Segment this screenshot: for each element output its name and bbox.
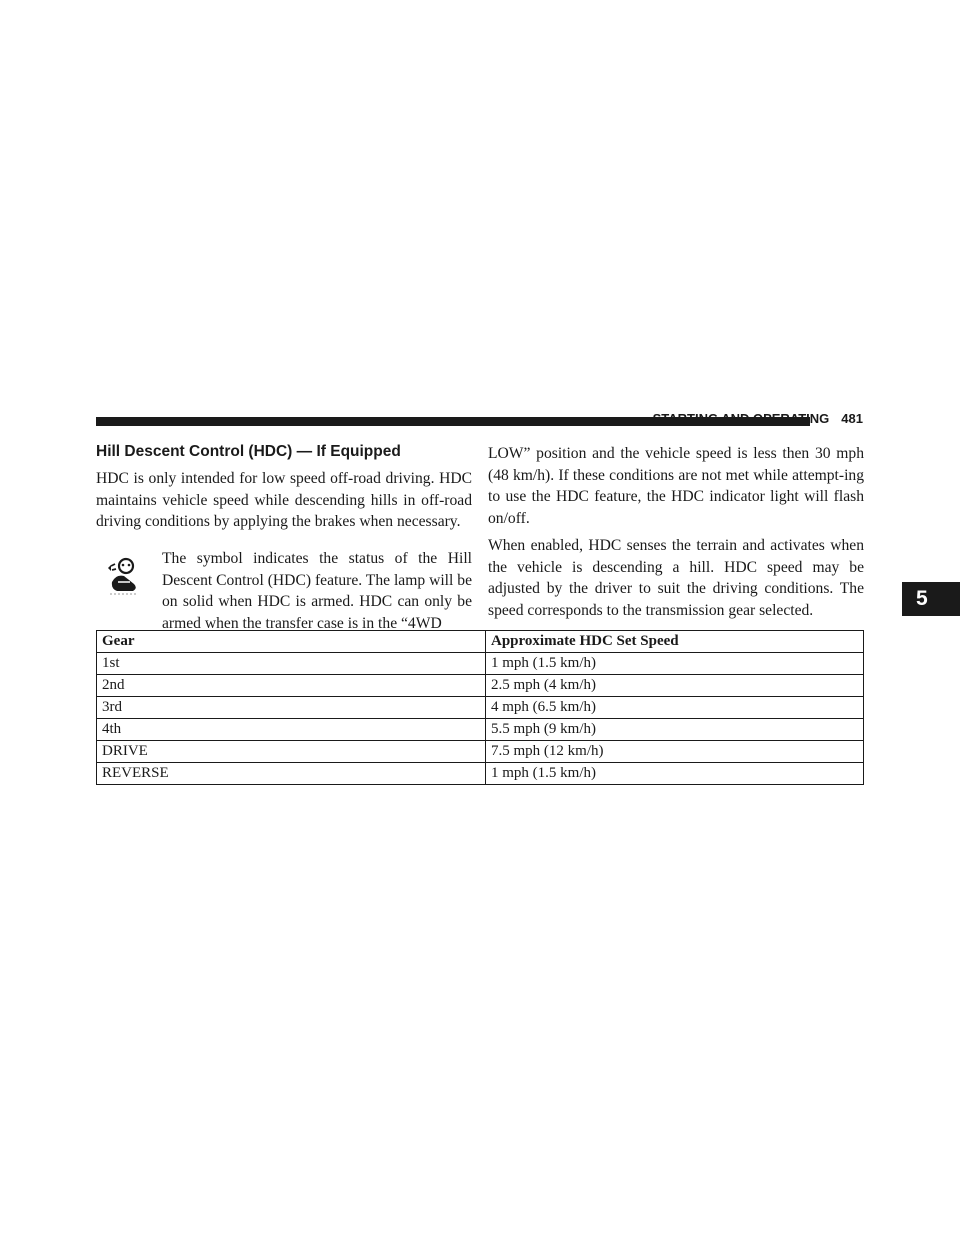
table-header-row: [97, 631, 864, 653]
gear-cell: DRIVE: [97, 741, 486, 763]
speed-cell: 2.5 mph (4 km/h): [486, 675, 864, 697]
speed-cell: 1 mph (1.5 km/h): [486, 763, 864, 785]
chapter-tab: 5: [902, 582, 960, 616]
section-heading: Hill Descent Control (HDC) — If Equipped: [96, 443, 401, 460]
gear-cell: 1st: [97, 653, 486, 675]
hill-descent-control-icon: [104, 552, 144, 604]
column-header-speed: Approximate HDC Set Speed: [486, 631, 864, 653]
speed-cell: 1 mph (1.5 km/h): [486, 653, 864, 675]
table-row: [97, 675, 864, 697]
speed-cell: 5.5 mph (9 km/h): [486, 719, 864, 741]
table-row: [97, 697, 864, 719]
gear-cell: 4th: [97, 719, 486, 741]
hdc-symbol-graphic: [104, 552, 144, 604]
column-header-gear: Gear: [97, 631, 486, 653]
intro-paragraph: HDC is only intended for low speed off-road driving. HDC maintains vehicle speed while descending hills in off-road driving conditions by applying the brakes when necessary.: [96, 470, 472, 530]
running-header: [653, 411, 863, 426]
gear-cell: 2nd: [97, 675, 486, 697]
header-section-title: STARTING AND OPERATING: [652, 411, 830, 426]
conditions-paragraph: LOW” position and the vehicle speed is less then 30 mph (48 km/h). If these conditions are not met while attempt-ing to use the HDC feature, the HDC indicator light will flash on/off.: [488, 445, 864, 527]
hdc-speed-table: [96, 630, 864, 785]
enabled-paragraph: When enabled, HDC senses the terrain and activates when the vehicle is descending a hill. HDC speed may be adjusted by the driver to suit the driving conditions. The speed corresponds to the transmission gear selected.: [488, 537, 864, 619]
gear-cell: REVERSE: [97, 763, 486, 785]
table-row: [97, 719, 864, 741]
symbol-paragraph: The symbol indicates the status of the Hill Descent Control (HDC) feature. The lamp will be on solid when HDC is armed. HDC can only be armed when the transfer case is in the “4WD: [162, 550, 472, 632]
page-number: 481: [841, 411, 863, 426]
speed-cell: 7.5 mph (12 km/h): [486, 741, 864, 763]
table-row: [97, 741, 864, 763]
gear-cell: 3rd: [97, 697, 486, 719]
speed-cell: 4 mph (6.5 km/h): [486, 697, 864, 719]
table-row: [97, 653, 864, 675]
table-row: [97, 763, 864, 785]
